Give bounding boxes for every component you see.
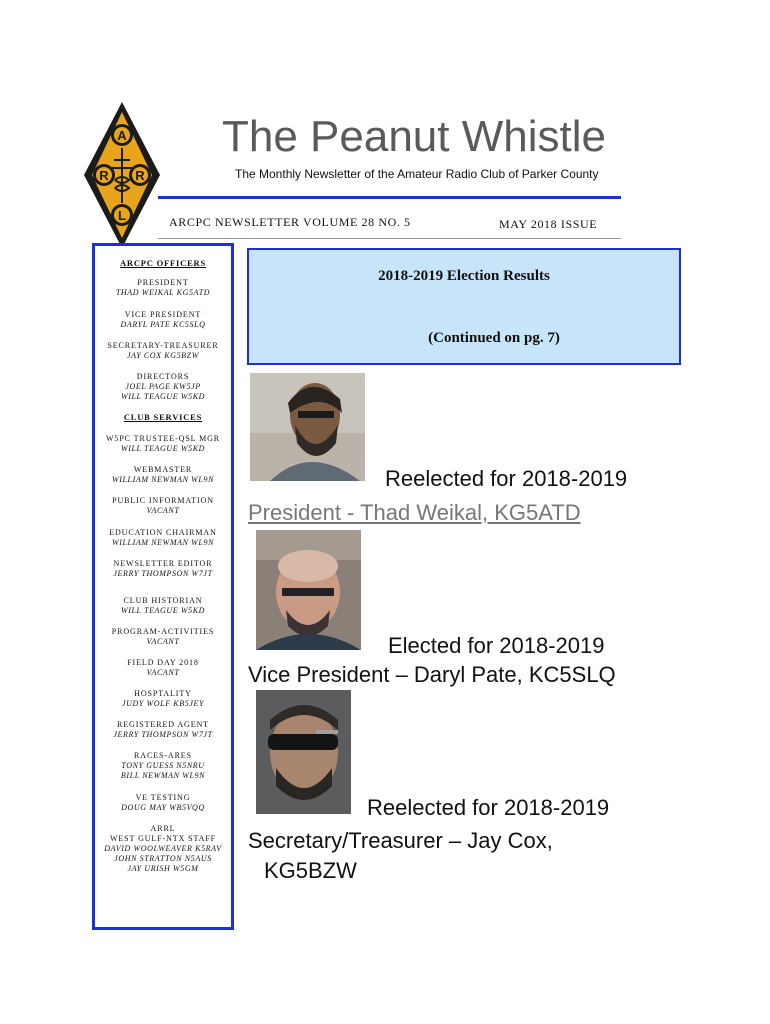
member-name: DARYL PATE KC5SLQ [120, 320, 206, 329]
member-name: JOHN STRATTON N5AUS [114, 854, 212, 863]
sidebar-entry [97, 751, 229, 781]
member-name: JERRY THOMPSON W7JT [113, 569, 213, 578]
role-label: PUBLIC INFORMATION [112, 496, 214, 505]
header-divider [158, 238, 621, 239]
sidebar-entry [97, 465, 229, 485]
role-label: NEWSLETTER EDITOR [113, 559, 213, 568]
member-name: WILL TEAGUE W5KD [120, 392, 206, 401]
role-label: RACES-ARES [134, 751, 192, 760]
secretary-treasurer-photo [256, 690, 351, 814]
member-name: BILL NEWMAN WL9N [120, 771, 206, 780]
member-name: DOUG MAY WB5VQQ [121, 803, 205, 812]
role-label: VICE PRESIDENT [124, 310, 202, 319]
member-name: THAD WEIKAL KG5ATD [115, 288, 211, 297]
member-name: WILL TEAGUE W5KD [120, 444, 206, 453]
role-label: CLUB HISTORIAN [123, 596, 203, 605]
election-results-box [247, 248, 681, 365]
logo-letter-r-left: R [99, 168, 109, 183]
newsletter-title: The Peanut Whistle [222, 112, 606, 161]
role-label: WEBMASTER [133, 465, 193, 474]
member-name: JOEL PAGE KW5JP [125, 382, 201, 391]
role-label: W5PC TRUSTEE-QSL MGR [105, 434, 220, 443]
services-heading: CLUB SERVICES [123, 412, 203, 422]
sidebar-content [97, 248, 229, 925]
sidebar-entry [97, 278, 229, 298]
role-label: PROGRAM-ACTIVITIES [111, 627, 215, 636]
member-name: JAY COX KG5BZW [127, 351, 199, 360]
sidebar-entry [97, 689, 229, 709]
sidebar-entry [97, 496, 229, 516]
secretary-treasurer-status: Reelected for 2018-2019 [367, 795, 610, 820]
member-name: DAVID WOOLWEAVER K5RAV [104, 844, 222, 853]
secretary-treasurer-position: Secretary/Treasurer – Jay Cox, [248, 828, 553, 853]
sidebar-entry [97, 528, 229, 548]
logo-letter-l: L [118, 208, 126, 223]
member-name: WILL TEAGUE W5KD [120, 606, 206, 615]
role-label: FIELD DAY 2018 [127, 658, 199, 667]
role-label: PRESIDENT [137, 278, 189, 287]
vice-president-photo [256, 530, 361, 650]
role-label: SECRETARY-TREASURER [107, 341, 219, 350]
president-photo [250, 373, 365, 481]
sidebar-entry [97, 310, 229, 330]
issue-label: MAY 2018 ISSUE [499, 217, 598, 231]
arrl-logo [82, 100, 162, 250]
sidebar-entry [97, 559, 229, 579]
continued-note: (Continued on pg. 7) [428, 330, 560, 346]
role-label: DIRECTORS [136, 372, 190, 381]
president-link[interactable]: President - Thad Weikal, KG5ATD [248, 500, 581, 525]
sidebar-entry [97, 341, 229, 361]
member-name: WILLIAM NEWMAN WL9N [111, 538, 215, 547]
vice-president-status: Elected for 2018-2019 [388, 633, 605, 658]
vice-president-position: Vice President – Daryl Pate, KC5SLQ [248, 662, 616, 687]
member-name: JERRY THOMPSON W7JT [113, 730, 213, 739]
secretary-treasurer-callsign: KG5BZW [264, 858, 357, 883]
member-name: JUDY WOLF KB5JEY [121, 699, 205, 708]
member-name: VACANT [146, 637, 180, 646]
member-name: VACANT [146, 506, 180, 515]
sidebar-entry [97, 372, 229, 402]
role-label: HOSPTALITY [134, 689, 192, 698]
sidebar-entry [97, 434, 229, 454]
sidebar-entry [97, 720, 229, 740]
member-name: VACANT [146, 668, 180, 677]
sidebar-entry [97, 658, 229, 678]
sidebar-entry [97, 793, 229, 813]
role-label: VE TESTING [135, 793, 191, 802]
header-rule [158, 196, 621, 199]
role-label: REGISTERED AGENT [117, 720, 209, 729]
logo-letter-r-right: R [135, 168, 145, 183]
role-label: EDUCATION CHAIRMAN [109, 528, 217, 537]
volume-label: ARCPC NEWSLETTER VOLUME 28 NO. 5 [169, 215, 411, 229]
role-label: ARRL WEST GULF-NTX STAFF [109, 824, 217, 843]
sidebar-entry [97, 627, 229, 647]
sidebar-entry [97, 596, 229, 616]
officers-heading: ARCPC OFFICERS [119, 258, 207, 268]
president-status: Reelected for 2018-2019 [385, 466, 628, 491]
member-name: TONY GUESS N5NRU [121, 761, 205, 770]
member-name: JAY URISH W5GM [127, 864, 199, 873]
newsletter-subtitle: The Monthly Newsletter of the Amateur Radio Club of Parker County [235, 167, 599, 181]
sidebar-entry [97, 824, 229, 874]
logo-letter-a: A [117, 128, 127, 143]
sidebar-officers-panel [92, 243, 234, 930]
election-title: 2018-2019 Election Results [378, 268, 550, 284]
member-name: WILLIAM NEWMAN WL9N [111, 475, 215, 484]
